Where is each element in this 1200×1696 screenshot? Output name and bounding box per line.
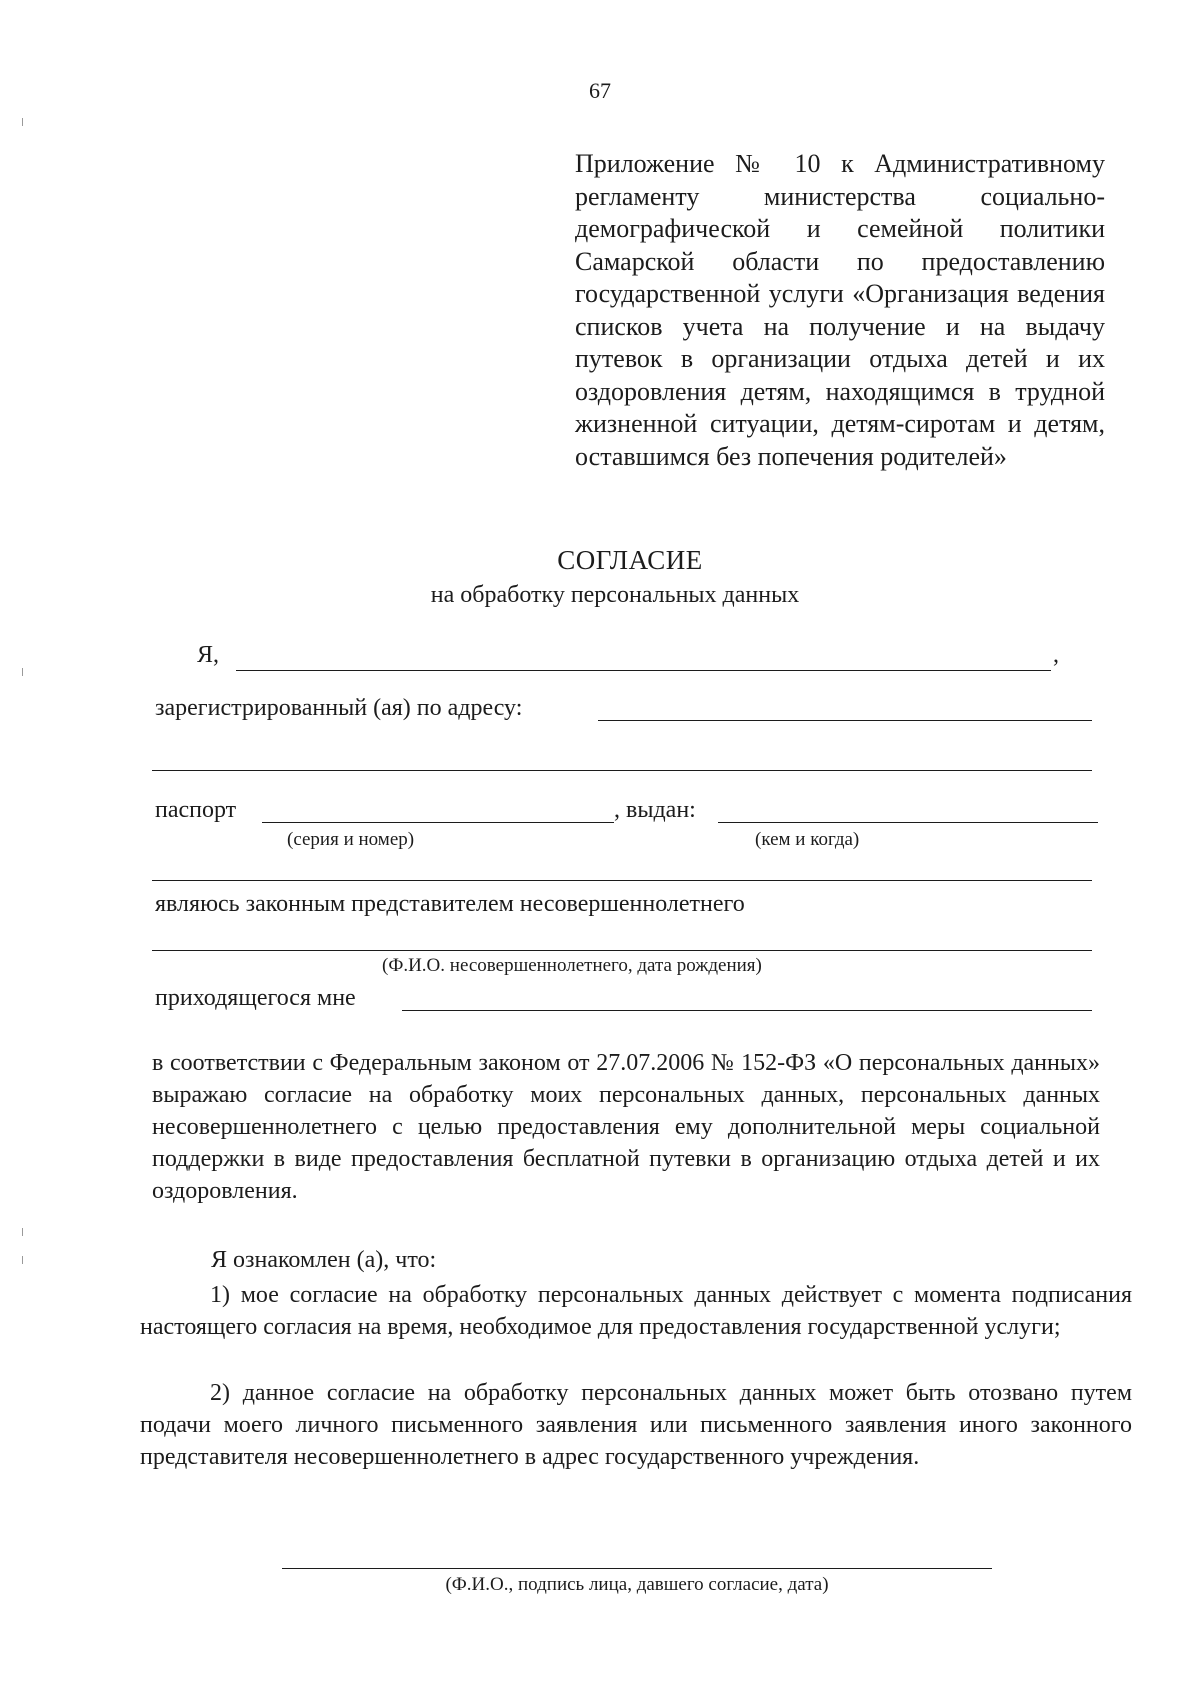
- passport-issued-field[interactable]: [718, 822, 1098, 823]
- acknowledged-line: Я ознакомлен (а), что:: [211, 1247, 437, 1273]
- consent-item-1: 1) мое согласие на обработку персональных данных действует с момента подписания настоящего согласия на время, необходимое для предоставления государственной услуги;: [140, 1282, 1132, 1340]
- relation-field[interactable]: [402, 1010, 1092, 1011]
- passport-label: паспорт: [155, 797, 237, 823]
- consent-item-2: 2) данное согласие на обработку персональных данных может быть отозвано путем подачи моего личного письменного заявления или письменного заявления иного законного представителя несовершеннолетнего в адрес государственного учреждения.: [140, 1380, 1132, 1470]
- page-number: 67: [589, 78, 611, 103]
- relation-label: приходящегося мне: [155, 985, 356, 1011]
- minor-name-field[interactable]: [152, 950, 1092, 951]
- passport-field-continued[interactable]: [152, 880, 1092, 881]
- scan-mark: [22, 1228, 23, 1236]
- address-field-continued[interactable]: [152, 770, 1092, 771]
- full-name-field[interactable]: [236, 670, 1051, 671]
- i-comma: ,: [1053, 642, 1059, 668]
- signature-field[interactable]: [282, 1568, 992, 1569]
- issued-label: , выдан:: [614, 797, 696, 823]
- scan-mark: [22, 118, 23, 126]
- minor-caption: (Ф.И.О. несовершеннолетнего, дата рождения): [382, 955, 762, 976]
- scan-mark: [22, 668, 23, 676]
- issued-caption: (кем и когда): [755, 829, 860, 850]
- address-field[interactable]: [598, 720, 1092, 721]
- consent-paragraph: в соответствии с Федеральным законом от 27.07.2006 № 152-ФЗ «О персональных данных» выражаю согласие на обработку моих персональных данных, персональных данных несовершеннолетнего с целью предоставления ему дополнительной меры социальной поддержки в виде предоставления бесплатной путевки в организацию отдыха детей и их оздоровления.: [152, 1050, 1100, 1204]
- appendix-note: Приложение № 10 к Административному регламенту министерства социально-демографической и семейной политики Самарской области по предоставлению государственной услуги «Организация ведения списков учета на получение и на выдачу путевок в организации отдыха детей и их оздоровления детям, находящимся в трудной жизненной ситуации, детям-сиротам и детям, оставшимся без попечения родителей»: [575, 149, 1105, 471]
- passport-caption: (серия и номер): [287, 829, 415, 850]
- representative-label: являюсь законным представителем несовершеннолетнего: [155, 891, 745, 917]
- registered-address-label: зарегистрированный (ая) по адресу:: [155, 695, 523, 721]
- document-subtitle: на обработку персональных данных: [430, 582, 800, 608]
- document-title: СОГЛАСИЕ: [557, 545, 703, 575]
- scan-mark: [22, 1256, 23, 1264]
- i-label: Я,: [197, 642, 220, 668]
- signature-caption: (Ф.И.О., подпись лица, давшего согласие, дата): [445, 1574, 829, 1595]
- passport-number-field[interactable]: [262, 822, 614, 823]
